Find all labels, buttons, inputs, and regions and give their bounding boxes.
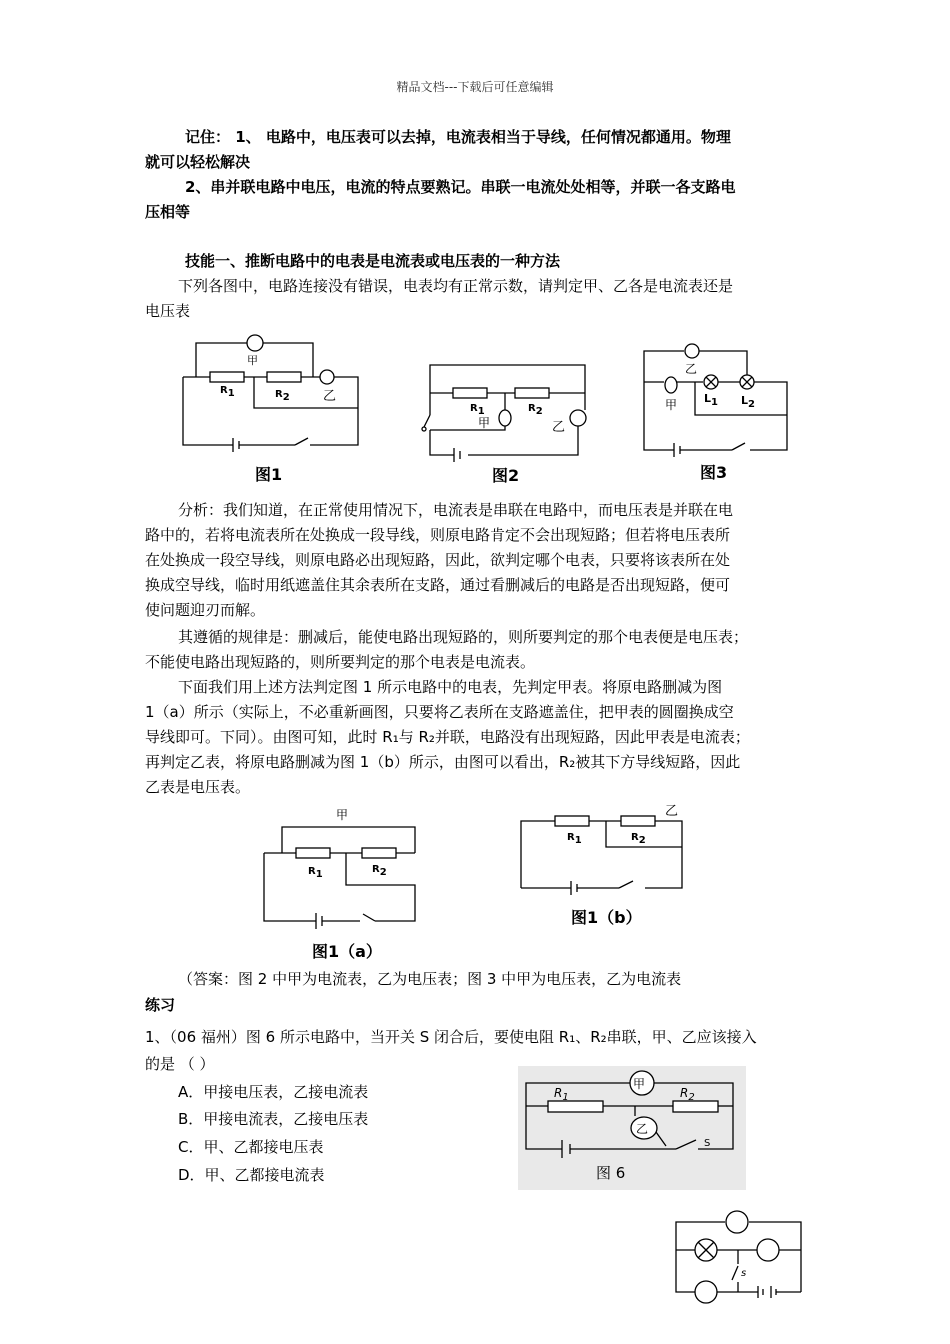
figure-1b-circuit	[515, 795, 695, 935]
yi-label-fig2: 乙	[552, 420, 566, 435]
jia-label-fig6: 甲	[633, 1077, 646, 1091]
remember-line-3: 2、串并联电路中电压，电流的特点要熟记。串联一电流处处相等，并联一各支路电	[185, 178, 736, 196]
analysis-line-4: 换成空导线，临时用纸遮盖住其余表所在支路，通过看删减后的电路是否出现短路，便可	[145, 576, 731, 594]
figure-2-circuit	[420, 355, 600, 490]
rule-line-1: 其遵循的规律是：删减后，能使电路出现短路的，则所要判定的那个电表便是电压表；	[178, 628, 749, 646]
analysis-line-5: 使问题迎刃而解。	[145, 601, 266, 619]
option-a: A．甲接电压表，乙接电流表	[178, 1083, 369, 1101]
r1-label-fig1b: R1	[567, 832, 582, 846]
s-label-bottom: s	[741, 1268, 747, 1279]
skill-title: 技能一、推断电路中的电表是电流表或电压表的一种方法	[185, 252, 561, 270]
yi-label-fig3: 乙	[685, 362, 698, 376]
jia-label-fig1a: 甲	[336, 808, 349, 822]
r2-label-fig2: R2	[528, 403, 543, 417]
method-line-2: 1（a）所示（实际上，不必重新画图，只要将乙表所在支路遮盖住，把甲表的圆圈换成空	[145, 703, 734, 721]
remember-line-2: 就可以轻松解决	[145, 153, 251, 171]
page-header: 精品文档---下载后可任意编辑	[396, 80, 554, 94]
jia-label: 甲	[247, 354, 258, 367]
figure-6-caption: 图 6	[596, 1164, 626, 1182]
option-d: D．甲、乙都接电流表	[178, 1166, 325, 1184]
yi-label-fig1b: 乙	[665, 804, 679, 819]
question-1-line-2: 的是 （ ）	[145, 1055, 215, 1073]
method-line-3: 导线即可。下同）。由图可知，此时 R₁与 R₂并联，电路没有出现短路，因此甲表是电流表；	[145, 728, 750, 746]
yi-label-fig6: 乙	[636, 1122, 649, 1136]
figure-1-circuit	[175, 330, 375, 490]
r2-label-fig1a: R2	[372, 864, 387, 878]
analysis-line-3: 在处换成一段空导线，则原电路必出现短路，因此，欲判定哪个电表，只要将该表所在处	[145, 551, 731, 569]
rule-line-2: 不能使电路出现短路的，则所要判定的那个电表是电流表。	[145, 653, 536, 671]
s-label-fig6: S	[704, 1138, 711, 1149]
figure-3-caption: 图3	[700, 463, 728, 482]
circuit-bottom-right	[668, 1208, 808, 1318]
r2-label-fig1b: R2	[631, 832, 646, 846]
answer-text: （答案：图 2 中甲为电流表，乙为电压表；图 3 中甲为电压表，乙为电流表	[178, 970, 682, 988]
r1-label-fig2: R1	[470, 403, 485, 417]
method-line-1: 下面我们用上述方法判定图 1 所示电路中的电表，先判定甲表。将原电路删减为图	[178, 678, 723, 696]
figure-1a-caption: 图1（a）	[312, 942, 382, 961]
r1-label-fig6: $R_1$	[554, 1086, 569, 1103]
figure-3-circuit	[640, 340, 800, 490]
option-c: C．甲、乙都接电压表	[178, 1138, 324, 1156]
analysis-line-2: 路中的，若将电流表所在处换成一段导线，则原电路肯定不会出现短路；但若将电压表所	[145, 526, 731, 544]
figure-1b-caption: 图1（b）	[571, 908, 642, 927]
analysis-line-1: 分析：我们知道，在正常使用情况下，电流表是串联在电路中，而电压表是并联在电	[178, 501, 734, 519]
method-line-5: 乙表是电压表。	[145, 778, 251, 796]
figure-2-caption: 图2	[492, 466, 520, 485]
intro-line-2: 电压表	[145, 302, 191, 320]
practice-title: 练习	[145, 996, 176, 1014]
question-1-line-1: 1、（06 福州）图 6 所示电路中，当开关 S 闭合后，要使电阻 R₁、R₂串联，甲、乙应该接入	[145, 1028, 757, 1046]
yi-label: 乙	[323, 389, 337, 404]
r1-label: R1	[220, 385, 235, 399]
option-b: B．甲接电流表，乙接电压表	[178, 1110, 369, 1128]
l2-label: L2	[741, 394, 755, 410]
r2-label-fig6: $R_2$	[680, 1086, 695, 1103]
intro-line-1: 下列各图中，电路连接没有错误，电表均有正常示数，请判定甲、乙各是电流表还是	[178, 277, 734, 295]
figure-1a-circuit	[260, 805, 430, 965]
r2-label: R2	[275, 389, 290, 403]
l1-label: L1	[704, 392, 718, 408]
jia-label-fig2: 甲	[478, 416, 491, 430]
remember-line-1: 记住： 1、 电路中，电压表可以去掉，电流表相当于导线，任何情况都通用。物理	[185, 128, 731, 146]
figure-1-caption: 图1	[255, 465, 283, 484]
jia-label-fig3: 甲	[665, 398, 678, 412]
figure-6-circuit	[518, 1066, 746, 1190]
remember-line-4: 压相等	[145, 203, 191, 221]
r1-label-fig1a: R1	[308, 866, 323, 880]
method-line-4: 再判定乙表，将原电路删减为图 1（b）所示，由图可以看出，R₂被其下方导线短路，因此	[145, 753, 741, 771]
